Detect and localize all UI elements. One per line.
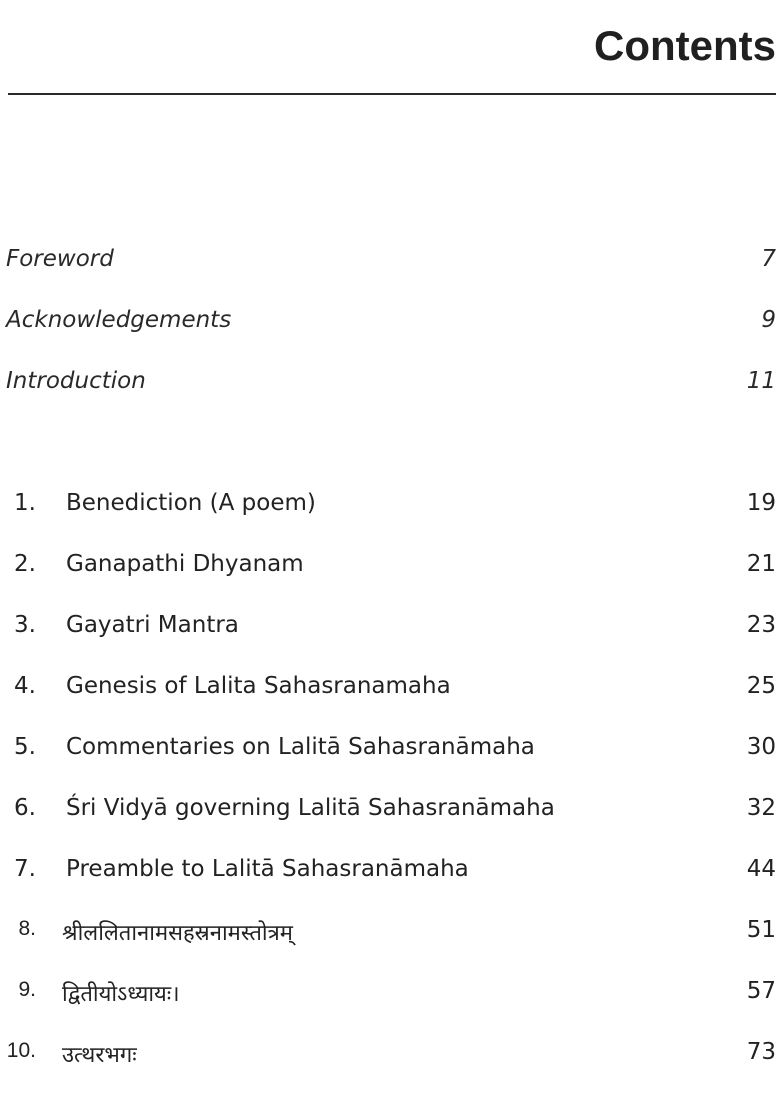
chapter-entry xyxy=(0,795,776,856)
chapter-page: 25 xyxy=(746,673,776,699)
chapter-page: 57 xyxy=(746,978,776,1004)
toc-entry-foreword xyxy=(0,246,776,307)
chapter-title: Śri Vidyā governing Lalitā Sahasranāmaha xyxy=(66,795,555,821)
chapter-page: 51 xyxy=(746,917,776,943)
toc-entry-page: 11 xyxy=(746,368,776,394)
chapter-title: Gayatri Mantra xyxy=(66,612,239,638)
chapter-page: 21 xyxy=(746,551,776,577)
chapter-title: Genesis of Lalita Sahasranamaha xyxy=(66,673,451,699)
chapter-page: 23 xyxy=(746,612,776,638)
chapter-page: 73 xyxy=(746,1039,776,1065)
chapter-number: 5. xyxy=(14,734,36,760)
chapter-entry xyxy=(0,1039,776,1100)
chapter-title: Preamble to Lalitā Sahasranāmaha xyxy=(66,856,469,882)
chapter-page: 19 xyxy=(746,490,776,516)
chapter-entry xyxy=(0,978,776,1039)
chapter-entry xyxy=(0,734,776,795)
chapter-page: 30 xyxy=(746,734,776,760)
chapter-entry xyxy=(0,612,776,673)
chapter-entry xyxy=(0,917,776,978)
chapter-title: श्रीललितानामसहस्रनामस्तोत्रम् xyxy=(62,920,293,945)
toc-entry-introduction xyxy=(0,368,776,429)
chapter-page: 32 xyxy=(746,795,776,821)
chapter-number: 8. xyxy=(18,917,36,940)
chapter-number: 2. xyxy=(14,551,36,577)
chapter-number: 7. xyxy=(14,856,36,882)
chapter-number: 10. xyxy=(6,1039,36,1062)
chapter-entry xyxy=(0,856,776,917)
chapter-number: 4. xyxy=(14,673,36,699)
front-matter-list xyxy=(0,246,776,429)
chapter-title: द्वितीयोऽध्यायः। xyxy=(62,981,180,1006)
chapter-title: Commentaries on Lalitā Sahasranāmaha xyxy=(66,734,535,760)
chapter-number: 1. xyxy=(14,490,36,516)
chapter-title: उत्थरभगः xyxy=(62,1042,137,1067)
chapter-title: Benediction (A poem) xyxy=(66,490,316,516)
chapter-entry xyxy=(0,551,776,612)
toc-entry-acknowledgements xyxy=(0,307,776,368)
chapter-number: 9. xyxy=(18,978,36,1001)
toc-entry-page: 9 xyxy=(761,307,776,333)
title-divider xyxy=(8,93,776,95)
toc-entry-page: 7 xyxy=(761,246,776,272)
toc-entry-title: Acknowledgements xyxy=(6,307,232,333)
page-title: Contents xyxy=(594,22,776,69)
toc-entry-title: Introduction xyxy=(6,368,146,394)
chapter-entry xyxy=(0,673,776,734)
chapter-list xyxy=(0,490,776,1100)
toc-entry-title: Foreword xyxy=(6,246,114,272)
chapter-entry xyxy=(0,490,776,551)
chapter-page: 44 xyxy=(746,856,776,882)
chapter-number: 6. xyxy=(14,795,36,821)
chapter-number: 3. xyxy=(14,612,36,638)
chapter-title: Ganapathi Dhyanam xyxy=(66,551,304,577)
